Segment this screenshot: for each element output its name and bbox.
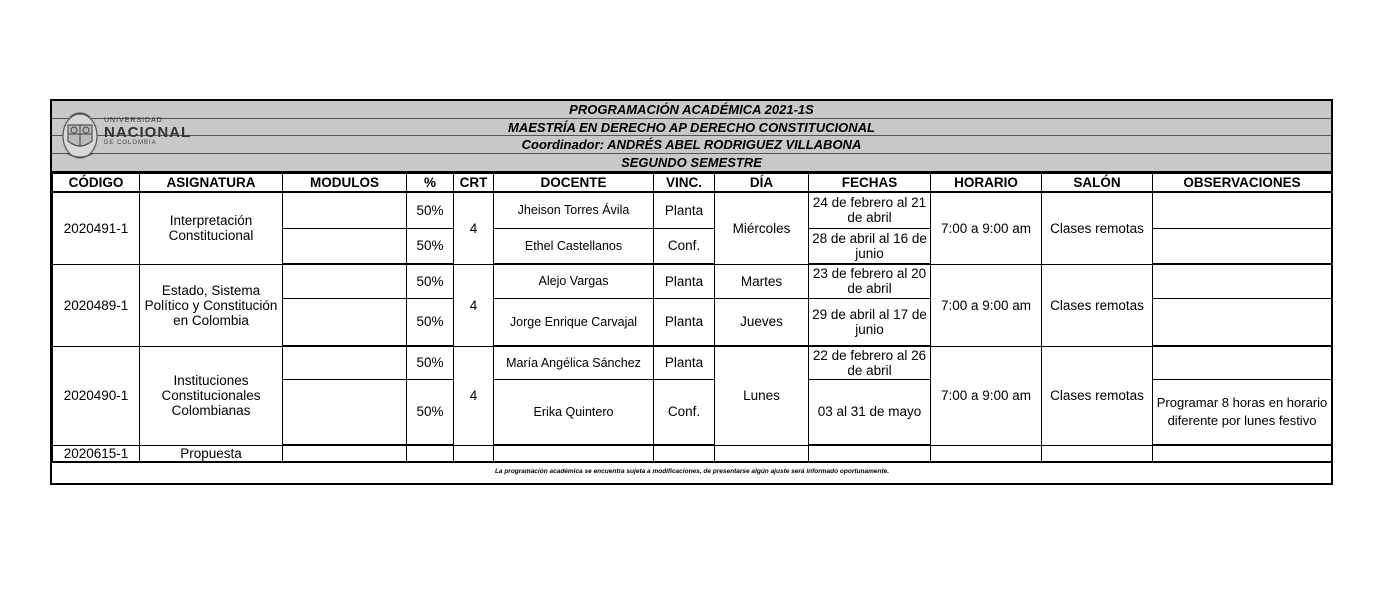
modulos-cell <box>283 264 407 298</box>
salon-cell: Clases remotas <box>1042 346 1153 445</box>
table-row <box>53 192 1332 228</box>
docente-cell: Alejo Vargas <box>494 264 654 298</box>
course-code: 2020491-1 <box>53 192 140 264</box>
course-subject: Interpretación Constitucional <box>140 192 283 264</box>
schedule-sheet <box>50 99 1333 485</box>
col-fechas: FECHAS <box>809 174 931 193</box>
col-horario: HORARIO <box>931 174 1042 193</box>
footer-note: La programación académica se encuentra sujeta a modificaciones, de presentarse algún ajuste será informado oportunamente. <box>53 462 1332 479</box>
dia-cell: Miércoles <box>715 192 809 264</box>
pct-cell: 50% <box>407 228 454 264</box>
modulos-cell <box>283 192 407 228</box>
docente-cell: Erika Quintero <box>494 379 654 445</box>
crt-cell: 4 <box>454 346 494 445</box>
pct-cell: 50% <box>407 298 454 346</box>
observaciones-cell: Programar 8 horas en horario diferente por lunes festivo <box>1153 379 1332 445</box>
schedule-table <box>52 173 1332 479</box>
course-subject: Instituciones Constitucionales Colombianas <box>140 346 283 445</box>
observaciones-cell <box>1153 298 1332 346</box>
dia-cell <box>715 445 809 462</box>
fechas-cell: 22 de febrero al 26 de abril <box>809 346 931 379</box>
course-subject: Propuesta <box>140 445 283 462</box>
pct-cell: 50% <box>407 264 454 298</box>
footer-row <box>53 462 1332 479</box>
pct-cell: 50% <box>407 346 454 379</box>
table-row <box>53 264 1332 298</box>
salon-cell: Clases remotas <box>1042 192 1153 264</box>
university-seal-icon <box>63 113 97 158</box>
sheet-header <box>52 101 1331 173</box>
course-code: 2020489-1 <box>53 264 140 346</box>
course-code: 2020490-1 <box>53 346 140 445</box>
crt-cell <box>454 445 494 462</box>
page-title: PROGRAMACIÓN ACADÉMICA 2021-1S <box>52 101 1331 119</box>
salon-cell <box>1042 445 1153 462</box>
semester-line: SEGUNDO SEMESTRE <box>621 154 762 170</box>
vinc-cell: Conf. <box>654 379 715 445</box>
modulos-cell <box>283 379 407 445</box>
fechas-cell: 03 al 31 de mayo <box>809 379 931 445</box>
col-vinc: VINC. <box>654 174 715 193</box>
coordinator-line: Coordinador: ANDRÉS ABEL RODRIGUEZ VILLABONA <box>52 136 1331 154</box>
vinc-cell: Planta <box>654 298 715 346</box>
logo-line-2: NACIONAL <box>104 124 192 141</box>
modulos-cell <box>283 445 407 462</box>
logo-line-3: DE COLOMBIA <box>104 140 157 146</box>
col-docente: DOCENTE <box>494 174 654 193</box>
horario-cell: 7:00 a 9:00 am <box>931 192 1042 264</box>
col-salon: SALÓN <box>1042 174 1153 193</box>
observaciones-cell <box>1153 192 1332 228</box>
docente-cell: Ethel Castellanos <box>494 228 654 264</box>
table-row <box>53 445 1332 462</box>
observaciones-cell <box>1153 264 1332 298</box>
pct-cell: 50% <box>407 379 454 445</box>
col-observaciones: OBSERVACIONES <box>1153 174 1332 193</box>
vinc-cell: Planta <box>654 264 715 298</box>
vinc-cell <box>654 445 715 462</box>
crt-cell: 4 <box>454 264 494 346</box>
horario-cell: 7:00 a 9:00 am <box>931 264 1042 346</box>
horario-cell: 7:00 a 9:00 am <box>931 346 1042 445</box>
university-wordmark <box>104 117 191 146</box>
col-codigo: CÓDIGO <box>53 174 140 193</box>
pct-cell <box>407 445 454 462</box>
table-row <box>53 346 1332 379</box>
modulos-cell <box>283 346 407 379</box>
course-subject: Estado, Sistema Político y Constitución en Colombia <box>140 264 283 346</box>
horario-cell <box>931 445 1042 462</box>
logo-line-1: UNIVERSIDAD <box>104 117 163 124</box>
crt-cell: 4 <box>454 192 494 264</box>
observaciones-cell <box>1153 228 1332 264</box>
dia-cell: Lunes <box>715 346 809 445</box>
modulos-cell <box>283 298 407 346</box>
col-modulos: MODULOS <box>283 174 407 193</box>
docente-cell <box>494 445 654 462</box>
course-code: 2020615-1 <box>53 445 140 462</box>
col-dia: DÍA <box>715 174 809 193</box>
modulos-cell <box>283 228 407 264</box>
fechas-cell <box>809 445 931 462</box>
vinc-cell: Planta <box>654 192 715 228</box>
docente-cell: Jheison Torres Ávila <box>494 192 654 228</box>
col-pct: % <box>407 174 454 193</box>
salon-cell: Clases remotas <box>1042 264 1153 346</box>
docente-cell: Jorge Enrique Carvajal <box>494 298 654 346</box>
vinc-cell: Conf. <box>654 228 715 264</box>
observaciones-cell <box>1153 346 1332 379</box>
vinc-cell: Planta <box>654 346 715 379</box>
observaciones-cell <box>1153 445 1332 462</box>
col-asignatura: ASIGNATURA <box>140 174 283 193</box>
dia-cell: Jueves <box>715 298 809 346</box>
program-name: MAESTRÍA EN DERECHO AP DERECHO CONSTITUCIONAL <box>52 119 1331 137</box>
col-crt: CRT <box>454 174 494 193</box>
docente-cell: María Angélica Sánchez <box>494 346 654 379</box>
fechas-cell: 28 de abril al 16 de junio <box>809 228 931 264</box>
dia-cell: Martes <box>715 264 809 298</box>
fechas-cell: 23 de febrero al 20 de abril <box>809 264 931 298</box>
pct-cell: 50% <box>407 192 454 228</box>
fechas-cell: 29 de abril al 17 de junio <box>809 298 931 346</box>
fechas-cell: 24 de febrero al 21 de abril <box>809 192 931 228</box>
column-header-row <box>53 174 1332 193</box>
